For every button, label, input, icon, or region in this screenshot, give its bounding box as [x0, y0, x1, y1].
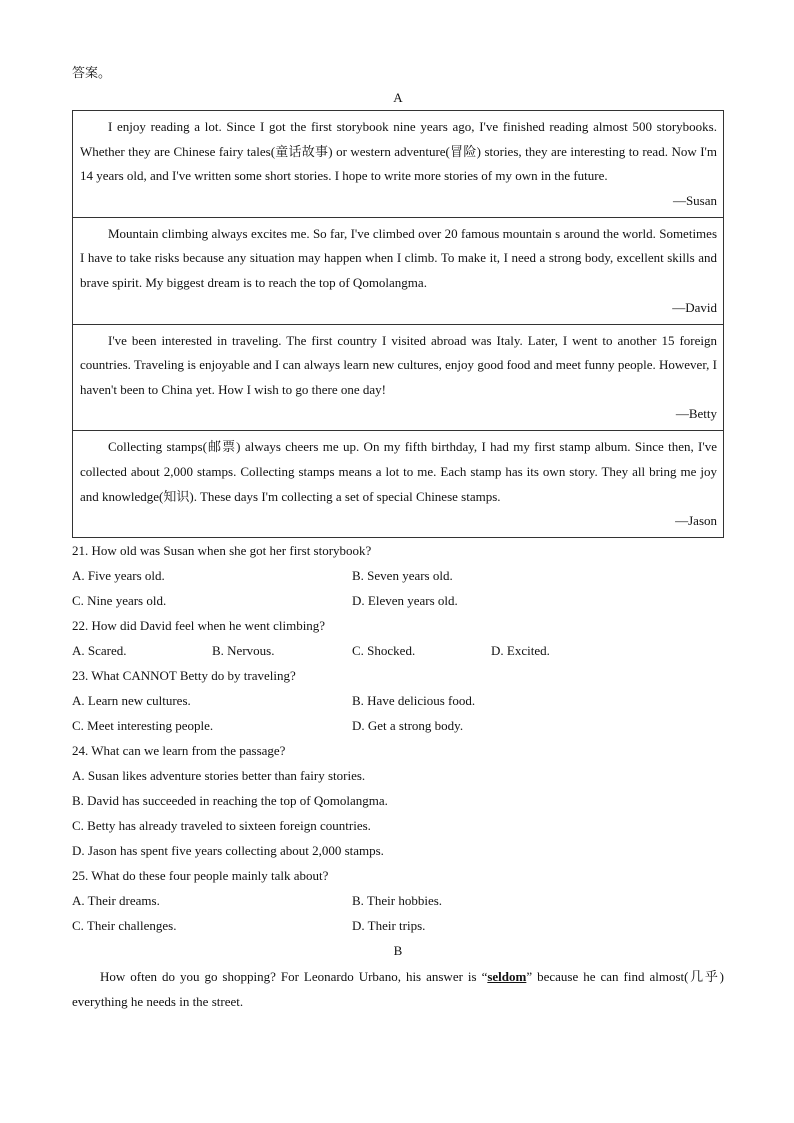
passage-row	[73, 111, 724, 218]
q21-option-d[interactable]: D. Eleven years old.	[352, 593, 458, 608]
section-a-heading: A	[393, 90, 403, 105]
q23-option-a[interactable]: A. Learn new cultures.	[72, 693, 191, 708]
answer-label: 答案。	[72, 65, 112, 80]
question-24: 24. What can we learn from the passage?	[72, 743, 286, 758]
q21-option-a[interactable]: A. Five years old.	[72, 568, 165, 583]
section-b-heading: B	[393, 943, 403, 958]
passage-b-highlight-word: seldom	[487, 969, 527, 984]
passages-table	[72, 110, 724, 538]
passage-author-jason: —Jason	[675, 513, 717, 529]
q21-option-b[interactable]: B. Seven years old.	[352, 568, 453, 583]
question-21: 21. How old was Susan when she got her first storybook?	[72, 543, 372, 558]
q25-option-c[interactable]: C. Their challenges.	[72, 918, 177, 933]
question-23: 23. What CANNOT Betty do by traveling?	[72, 668, 296, 683]
q22-option-d[interactable]: D. Excited.	[491, 643, 550, 658]
q24-option-a[interactable]: A. Susan likes adventure stories better than fairy stories.	[72, 768, 366, 783]
question-22: 22. How did David feel when he went climbing?	[72, 618, 326, 633]
passage-row	[73, 217, 724, 324]
passage-b-text-after: ” because he can find almost(几乎) everything he needs in the street.	[72, 969, 724, 1009]
q24-option-b[interactable]: B. David has succeeded in reaching the top of Qomolangma.	[72, 793, 388, 808]
q25-option-d[interactable]: D. Their trips.	[352, 918, 426, 933]
q21-option-c[interactable]: C. Nine years old.	[72, 593, 167, 608]
q23-option-b[interactable]: B. Have delicious food.	[352, 693, 476, 708]
q22-option-b[interactable]: B. Nervous.	[212, 643, 275, 658]
question-25: 25. What do these four people mainly talk about?	[72, 868, 329, 883]
passage-author-david: —David	[672, 299, 717, 315]
passage-text-susan: I enjoy reading a lot. Since I got the first storybook nine years ago, I've finished reading almost 500 storybooks. Whether they are Chinese fairy tales(童话故事) or western adventure(冒险) stories, they are interesting to read. Now I'm 14 years old, and I've written some short stories. I hope to write more stories of my own in the future.	[80, 119, 717, 184]
passage-row	[73, 324, 724, 431]
passage-text-david: Mountain climbing always excites me. So far, I've climbed over 20 famous mountain s around the world. Sometimes I have to take risks because any situation may happen when I climb. To make it, I need a strong body, excellent skills and brave spirit. My biggest dream is to reach the top of Qomolangma.	[80, 225, 717, 290]
passage-b-paragraph	[72, 964, 724, 1014]
passage-text-betty: I've been interested in traveling. The first country I visited abroad was Italy. Later, I went to another 15 foreign countries. Traveling is enjoyable and I can always learn new cultures, enjoy good food and meet funny people. However, I haven't been to China yet. How I wish to go there one day!	[80, 332, 717, 397]
q24-option-d[interactable]: D. Jason has spent five years collecting about 2,000 stamps.	[72, 843, 384, 858]
passage-author-betty: —Betty	[675, 406, 717, 422]
passage-text-jason: Collecting stamps(邮票) always cheers me up. On my fifth birthday, I had my first stamp album. Since then, I've collected about 2,000 stamps. Collecting stamps means a lot to me. Each stamp has its own story. They all bring me joy and knowledge(知识). These days I'm collecting a set of special Chinese stamps.	[80, 439, 717, 504]
q25-option-b[interactable]: B. Their hobbies.	[352, 893, 443, 908]
q25-option-a[interactable]: A. Their dreams.	[72, 893, 160, 908]
q22-option-a[interactable]: A. Scared.	[72, 643, 127, 658]
q24-option-c[interactable]: C. Betty has already traveled to sixteen foreign countries.	[72, 818, 371, 833]
q23-option-c[interactable]: C. Meet interesting people.	[72, 718, 214, 733]
passage-row	[73, 431, 724, 538]
passage-b-text-before: How often do you go shopping? For Leonardo Urbano, his answer is “	[100, 969, 488, 984]
q22-option-c[interactable]: C. Shocked.	[352, 643, 416, 658]
q23-option-d[interactable]: D. Get a strong body.	[352, 718, 464, 733]
passage-author-susan: —Susan	[672, 192, 717, 208]
